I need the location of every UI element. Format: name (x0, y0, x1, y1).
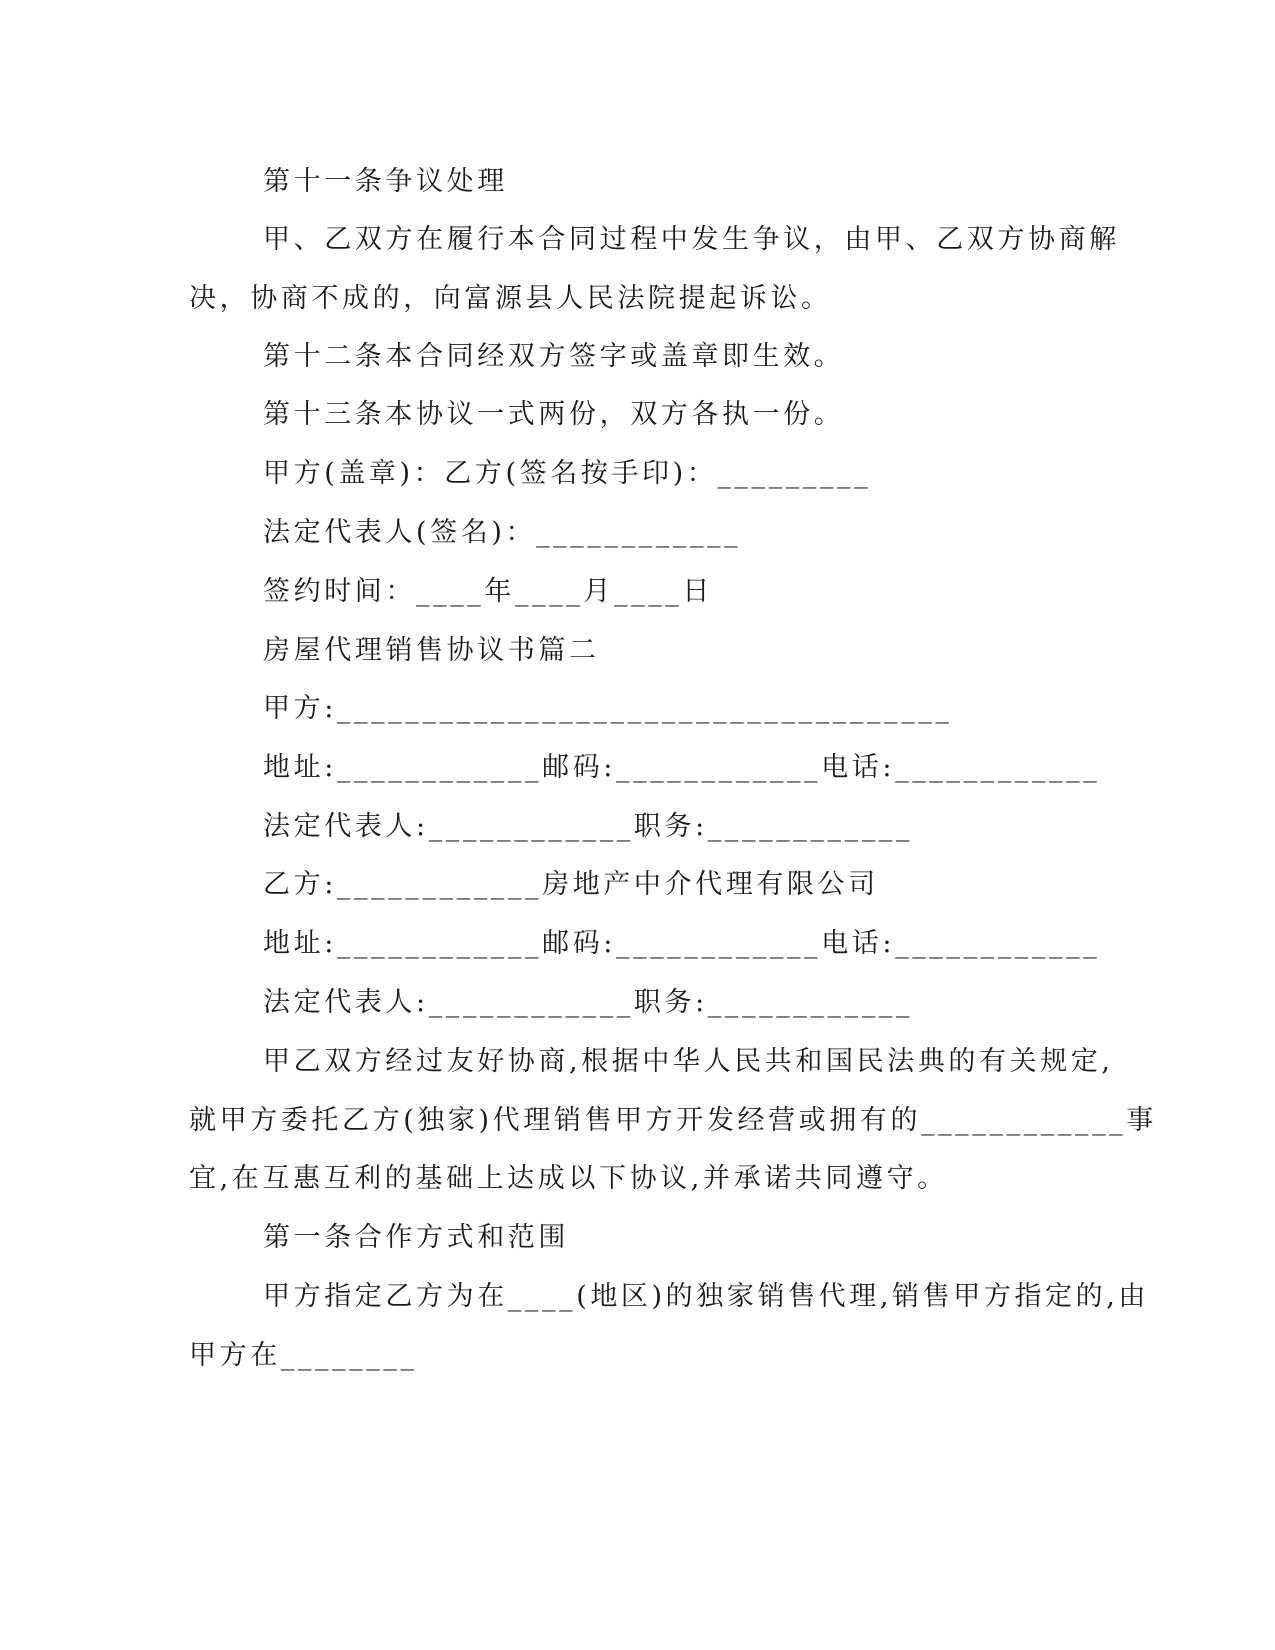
signing-date-line: 签约时间：____年____月____日 (263, 576, 713, 607)
paragraph-line: 甲乙双方经过友好协商,根据中华人民共和国民法典的有关规定, (263, 1046, 1114, 1077)
section-title: 房屋代理销售协议书篇二 (263, 635, 600, 666)
party-a-representative-line: 法定代表人:____________职务:____________ (263, 811, 913, 842)
signature-line-parties: 甲方(盖章)：乙方(签名按手印)：_________ (263, 458, 872, 489)
article-1-heading: 第一条合作方式和范围 (263, 1222, 569, 1253)
party-b-line: 乙方:____________房地产中介代理有限公司 (263, 869, 879, 900)
article-12-line: 第十二条本合同经双方签字或盖章即生效。 (263, 341, 845, 372)
signature-line-representative: 法定代表人(签名)：____________ (263, 517, 742, 548)
paragraph-line: 就甲方委托乙方(独家)代理销售甲方开发经营或拥有的____________事 (189, 1105, 1157, 1136)
paragraph-line: 甲方指定乙方为在____(地区)的独家销售代理,销售甲方指定的,由 (263, 1281, 1150, 1312)
party-a-line: 甲方:____________________________________ (263, 693, 953, 724)
paragraph-line: 甲、乙双方在履行本合同过程中发生争议，由甲、乙双方协商解 (263, 224, 1120, 255)
paragraph-line: 宜,在互惠互利的基础上达成以下协议,并承诺共同遵守。 (189, 1163, 948, 1194)
party-b-address-line: 地址:____________邮码:____________电话:____________ (263, 928, 1101, 959)
party-b-representative-line: 法定代表人:____________职务:____________ (263, 987, 913, 1018)
article-13-line: 第十三条本协议一式两份，双方各执一份。 (263, 399, 845, 430)
paragraph-line: 甲方在________ (189, 1340, 418, 1371)
article-11-heading: 第十一条争议处理 (263, 166, 508, 197)
party-a-address-line: 地址:____________邮码:____________电话:____________ (263, 752, 1101, 783)
paragraph-line: 决，协商不成的，向富源县人民法院提起诉讼。 (189, 283, 832, 314)
